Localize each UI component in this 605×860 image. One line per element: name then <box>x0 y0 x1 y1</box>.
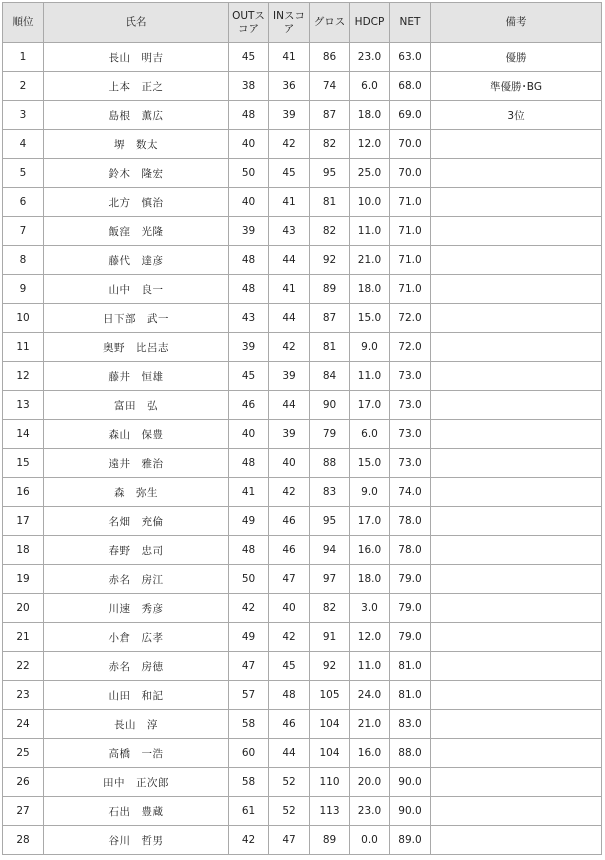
rank-cell: 16 <box>3 478 44 507</box>
note-cell <box>431 710 602 739</box>
note-cell <box>431 797 602 826</box>
hdcp-cell: 12.0 <box>350 623 390 652</box>
net-cell: 70.0 <box>390 159 431 188</box>
in-score-cell: 43 <box>269 217 310 246</box>
out-score-cell: 48 <box>229 449 269 478</box>
table-row <box>3 246 602 275</box>
gross-cell: 90 <box>310 391 350 420</box>
name-cell: 森 弥生 <box>44 478 229 507</box>
out-score-cell: 39 <box>229 217 269 246</box>
name-cell: 田中 正次郎 <box>44 768 229 797</box>
header-rank: 順位 <box>3 3 44 43</box>
name-cell: 春野 忠司 <box>44 536 229 565</box>
net-cell: 78.0 <box>390 507 431 536</box>
note-cell <box>431 391 602 420</box>
name-cell: 山田 和記 <box>44 681 229 710</box>
net-cell: 72.0 <box>390 304 431 333</box>
hdcp-cell: 17.0 <box>350 391 390 420</box>
table-row <box>3 420 602 449</box>
note-cell <box>431 159 602 188</box>
net-cell: 81.0 <box>390 681 431 710</box>
rank-cell: 2 <box>3 72 44 101</box>
out-score-cell: 50 <box>229 159 269 188</box>
table-row <box>3 594 602 623</box>
in-score-cell: 44 <box>269 739 310 768</box>
in-score-cell: 46 <box>269 710 310 739</box>
gross-cell: 105 <box>310 681 350 710</box>
table-row <box>3 159 602 188</box>
rank-cell: 25 <box>3 739 44 768</box>
hdcp-cell: 0.0 <box>350 826 390 855</box>
in-score-cell: 40 <box>269 594 310 623</box>
net-cell: 90.0 <box>390 768 431 797</box>
table-row <box>3 275 602 304</box>
out-score-cell: 49 <box>229 623 269 652</box>
gross-cell: 79 <box>310 420 350 449</box>
hdcp-cell: 24.0 <box>350 681 390 710</box>
rank-cell: 6 <box>3 188 44 217</box>
out-score-cell: 58 <box>229 710 269 739</box>
gross-cell: 74 <box>310 72 350 101</box>
gross-cell: 82 <box>310 130 350 159</box>
hdcp-cell: 17.0 <box>350 507 390 536</box>
out-score-cell: 48 <box>229 275 269 304</box>
out-score-cell: 50 <box>229 565 269 594</box>
hdcp-cell: 23.0 <box>350 43 390 72</box>
table-row <box>3 652 602 681</box>
in-score-cell: 44 <box>269 246 310 275</box>
out-score-cell: 42 <box>229 826 269 855</box>
out-score-cell: 60 <box>229 739 269 768</box>
table-row <box>3 710 602 739</box>
note-cell <box>431 275 602 304</box>
rank-cell: 8 <box>3 246 44 275</box>
hdcp-cell: 15.0 <box>350 449 390 478</box>
gross-cell: 82 <box>310 594 350 623</box>
out-score-cell: 48 <box>229 101 269 130</box>
in-score-cell: 47 <box>269 565 310 594</box>
out-score-cell: 46 <box>229 391 269 420</box>
table-row <box>3 826 602 855</box>
name-cell: 飯窪 光隆 <box>44 217 229 246</box>
net-cell: 74.0 <box>390 478 431 507</box>
gross-cell: 95 <box>310 507 350 536</box>
out-score-cell: 57 <box>229 681 269 710</box>
net-cell: 79.0 <box>390 594 431 623</box>
in-score-cell: 45 <box>269 652 310 681</box>
note-cell: 3位 <box>431 101 602 130</box>
rank-cell: 9 <box>3 275 44 304</box>
net-cell: 90.0 <box>390 797 431 826</box>
rank-cell: 18 <box>3 536 44 565</box>
name-cell: 上本 正之 <box>44 72 229 101</box>
note-cell <box>431 739 602 768</box>
net-cell: 88.0 <box>390 739 431 768</box>
header-in-score: INスコア <box>269 3 310 43</box>
in-score-cell: 39 <box>269 420 310 449</box>
table-row <box>3 188 602 217</box>
header-hdcp: HDCP <box>350 3 390 43</box>
gross-cell: 87 <box>310 304 350 333</box>
in-score-cell: 41 <box>269 188 310 217</box>
net-cell: 79.0 <box>390 565 431 594</box>
name-cell: 石出 豊蔵 <box>44 797 229 826</box>
table-row <box>3 101 602 130</box>
table-row <box>3 478 602 507</box>
rank-cell: 10 <box>3 304 44 333</box>
out-score-cell: 61 <box>229 797 269 826</box>
name-cell: 遠井 雅治 <box>44 449 229 478</box>
table-row <box>3 217 602 246</box>
net-cell: 73.0 <box>390 391 431 420</box>
gross-cell: 110 <box>310 768 350 797</box>
in-score-cell: 40 <box>269 449 310 478</box>
name-cell: 藤井 恒雄 <box>44 362 229 391</box>
gross-cell: 84 <box>310 362 350 391</box>
note-cell: 準優勝･BG <box>431 72 602 101</box>
table-row <box>3 768 602 797</box>
rank-cell: 1 <box>3 43 44 72</box>
rank-cell: 27 <box>3 797 44 826</box>
table-row <box>3 565 602 594</box>
note-cell: 優勝 <box>431 43 602 72</box>
name-cell: 小倉 広孝 <box>44 623 229 652</box>
note-cell <box>431 304 602 333</box>
net-cell: 71.0 <box>390 217 431 246</box>
gross-cell: 104 <box>310 710 350 739</box>
rank-cell: 17 <box>3 507 44 536</box>
name-cell: 堺 数太 <box>44 130 229 159</box>
rank-cell: 24 <box>3 710 44 739</box>
gross-cell: 91 <box>310 623 350 652</box>
name-cell: 島根 薫広 <box>44 101 229 130</box>
name-cell: 長山 淳 <box>44 710 229 739</box>
gross-cell: 113 <box>310 797 350 826</box>
name-cell: 長山 明吉 <box>44 43 229 72</box>
hdcp-cell: 16.0 <box>350 739 390 768</box>
hdcp-cell: 18.0 <box>350 275 390 304</box>
rank-cell: 14 <box>3 420 44 449</box>
net-cell: 71.0 <box>390 246 431 275</box>
name-cell: 谷川 哲男 <box>44 826 229 855</box>
table-row <box>3 739 602 768</box>
note-cell <box>431 246 602 275</box>
gross-cell: 92 <box>310 246 350 275</box>
note-cell <box>431 826 602 855</box>
results-table <box>2 2 602 855</box>
hdcp-cell: 21.0 <box>350 710 390 739</box>
hdcp-cell: 6.0 <box>350 420 390 449</box>
out-score-cell: 39 <box>229 333 269 362</box>
name-cell: 名畑 充倫 <box>44 507 229 536</box>
table-row <box>3 43 602 72</box>
table-row <box>3 304 602 333</box>
net-cell: 89.0 <box>390 826 431 855</box>
hdcp-cell: 11.0 <box>350 652 390 681</box>
gross-cell: 97 <box>310 565 350 594</box>
gross-cell: 86 <box>310 43 350 72</box>
in-score-cell: 48 <box>269 681 310 710</box>
hdcp-cell: 25.0 <box>350 159 390 188</box>
note-cell <box>431 130 602 159</box>
rank-cell: 3 <box>3 101 44 130</box>
note-cell <box>431 362 602 391</box>
gross-cell: 83 <box>310 478 350 507</box>
out-score-cell: 45 <box>229 43 269 72</box>
net-cell: 73.0 <box>390 362 431 391</box>
note-cell <box>431 623 602 652</box>
header-gross: グロス <box>310 3 350 43</box>
gross-cell: 89 <box>310 275 350 304</box>
net-cell: 73.0 <box>390 420 431 449</box>
in-score-cell: 41 <box>269 43 310 72</box>
rank-cell: 7 <box>3 217 44 246</box>
hdcp-cell: 15.0 <box>350 304 390 333</box>
note-cell <box>431 536 602 565</box>
hdcp-cell: 18.0 <box>350 101 390 130</box>
in-score-cell: 47 <box>269 826 310 855</box>
gross-cell: 104 <box>310 739 350 768</box>
header-out-score: OUTスコア <box>229 3 269 43</box>
note-cell <box>431 217 602 246</box>
name-cell: 森山 保豊 <box>44 420 229 449</box>
rank-cell: 15 <box>3 449 44 478</box>
in-score-cell: 44 <box>269 304 310 333</box>
table-header <box>3 3 602 43</box>
table-row <box>3 797 602 826</box>
net-cell: 69.0 <box>390 101 431 130</box>
out-score-cell: 49 <box>229 507 269 536</box>
gross-cell: 81 <box>310 333 350 362</box>
net-cell: 81.0 <box>390 652 431 681</box>
in-score-cell: 52 <box>269 768 310 797</box>
table-row <box>3 449 602 478</box>
rank-cell: 21 <box>3 623 44 652</box>
table-row <box>3 72 602 101</box>
header-net: NET <box>390 3 431 43</box>
rank-cell: 20 <box>3 594 44 623</box>
in-score-cell: 41 <box>269 275 310 304</box>
name-cell: 鈴木 隆宏 <box>44 159 229 188</box>
out-score-cell: 48 <box>229 246 269 275</box>
rank-cell: 11 <box>3 333 44 362</box>
in-score-cell: 44 <box>269 391 310 420</box>
table-row <box>3 507 602 536</box>
out-score-cell: 58 <box>229 768 269 797</box>
gross-cell: 92 <box>310 652 350 681</box>
note-cell <box>431 333 602 362</box>
table-body <box>3 43 602 855</box>
gross-cell: 94 <box>310 536 350 565</box>
name-cell: 山中 良一 <box>44 275 229 304</box>
gross-cell: 95 <box>310 159 350 188</box>
out-score-cell: 47 <box>229 652 269 681</box>
net-cell: 79.0 <box>390 623 431 652</box>
table-row <box>3 130 602 159</box>
name-cell: 川速 秀彦 <box>44 594 229 623</box>
note-cell <box>431 565 602 594</box>
rank-cell: 23 <box>3 681 44 710</box>
out-score-cell: 43 <box>229 304 269 333</box>
note-cell <box>431 768 602 797</box>
hdcp-cell: 18.0 <box>350 565 390 594</box>
rank-cell: 4 <box>3 130 44 159</box>
net-cell: 83.0 <box>390 710 431 739</box>
net-cell: 63.0 <box>390 43 431 72</box>
net-cell: 71.0 <box>390 188 431 217</box>
hdcp-cell: 11.0 <box>350 217 390 246</box>
net-cell: 68.0 <box>390 72 431 101</box>
in-score-cell: 39 <box>269 362 310 391</box>
hdcp-cell: 9.0 <box>350 333 390 362</box>
note-cell <box>431 652 602 681</box>
gross-cell: 82 <box>310 217 350 246</box>
in-score-cell: 42 <box>269 333 310 362</box>
note-cell <box>431 420 602 449</box>
hdcp-cell: 23.0 <box>350 797 390 826</box>
table-row <box>3 333 602 362</box>
out-score-cell: 42 <box>229 594 269 623</box>
name-cell: 北方 慎治 <box>44 188 229 217</box>
hdcp-cell: 20.0 <box>350 768 390 797</box>
name-cell: 富田 弘 <box>44 391 229 420</box>
in-score-cell: 46 <box>269 536 310 565</box>
in-score-cell: 42 <box>269 623 310 652</box>
hdcp-cell: 11.0 <box>350 362 390 391</box>
hdcp-cell: 12.0 <box>350 130 390 159</box>
out-score-cell: 40 <box>229 130 269 159</box>
name-cell: 日下部 武一 <box>44 304 229 333</box>
out-score-cell: 38 <box>229 72 269 101</box>
rank-cell: 28 <box>3 826 44 855</box>
name-cell: 藤代 達彦 <box>44 246 229 275</box>
net-cell: 71.0 <box>390 275 431 304</box>
hdcp-cell: 16.0 <box>350 536 390 565</box>
note-cell <box>431 681 602 710</box>
out-score-cell: 45 <box>229 362 269 391</box>
table-row <box>3 391 602 420</box>
in-score-cell: 46 <box>269 507 310 536</box>
rank-cell: 12 <box>3 362 44 391</box>
in-score-cell: 36 <box>269 72 310 101</box>
out-score-cell: 40 <box>229 188 269 217</box>
rank-cell: 19 <box>3 565 44 594</box>
rank-cell: 13 <box>3 391 44 420</box>
gross-cell: 89 <box>310 826 350 855</box>
gross-cell: 81 <box>310 188 350 217</box>
net-cell: 72.0 <box>390 333 431 362</box>
note-cell <box>431 478 602 507</box>
note-cell <box>431 188 602 217</box>
header-note: 備考 <box>431 3 602 43</box>
header-row <box>3 3 602 43</box>
note-cell <box>431 594 602 623</box>
hdcp-cell: 9.0 <box>350 478 390 507</box>
table-row <box>3 536 602 565</box>
table-row <box>3 681 602 710</box>
net-cell: 78.0 <box>390 536 431 565</box>
net-cell: 73.0 <box>390 449 431 478</box>
rank-cell: 26 <box>3 768 44 797</box>
out-score-cell: 48 <box>229 536 269 565</box>
note-cell <box>431 507 602 536</box>
gross-cell: 88 <box>310 449 350 478</box>
in-score-cell: 42 <box>269 130 310 159</box>
in-score-cell: 42 <box>269 478 310 507</box>
table-row <box>3 362 602 391</box>
hdcp-cell: 3.0 <box>350 594 390 623</box>
name-cell: 奥野 比呂志 <box>44 333 229 362</box>
gross-cell: 87 <box>310 101 350 130</box>
out-score-cell: 40 <box>229 420 269 449</box>
out-score-cell: 41 <box>229 478 269 507</box>
name-cell: 赤名 房徳 <box>44 652 229 681</box>
rank-cell: 22 <box>3 652 44 681</box>
net-cell: 70.0 <box>390 130 431 159</box>
in-score-cell: 52 <box>269 797 310 826</box>
in-score-cell: 45 <box>269 159 310 188</box>
rank-cell: 5 <box>3 159 44 188</box>
name-cell: 赤名 房江 <box>44 565 229 594</box>
hdcp-cell: 10.0 <box>350 188 390 217</box>
note-cell <box>431 449 602 478</box>
hdcp-cell: 6.0 <box>350 72 390 101</box>
table-row <box>3 623 602 652</box>
header-name: 氏名 <box>44 3 229 43</box>
name-cell: 高橋 一浩 <box>44 739 229 768</box>
in-score-cell: 39 <box>269 101 310 130</box>
hdcp-cell: 21.0 <box>350 246 390 275</box>
